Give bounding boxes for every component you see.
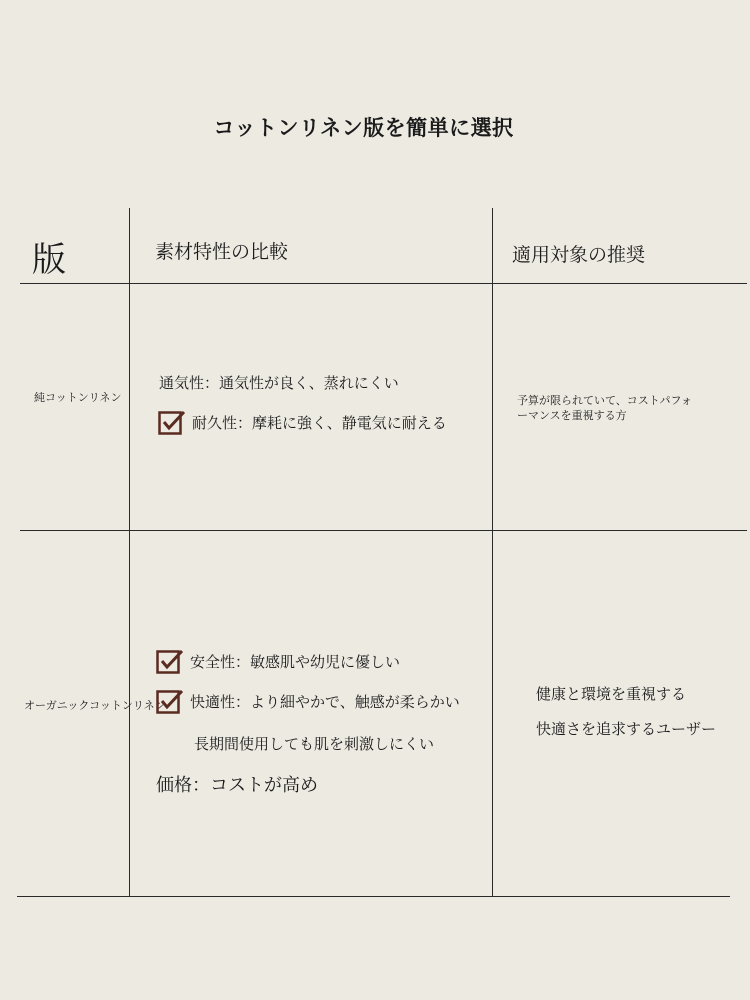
header-recommend: 適用対象の推奨: [512, 244, 646, 266]
feature-price: 価格：コストが高め: [156, 775, 318, 796]
row-name-pure-cotton-linen: 純コットンリネン: [34, 391, 122, 404]
recommend-line-1: 予算が限られていて、コストパフォ: [517, 394, 693, 407]
feature-label: 快適性：より細やかで、触感が柔らかい: [190, 692, 460, 711]
feature-durability: [158, 410, 447, 434]
recommend-line-2: 快適さを追求するユーザー: [536, 720, 717, 738]
checkbox-check-icon: [156, 649, 180, 673]
recommend-line-2: ーマンスを重視する方: [517, 409, 627, 422]
feature-label: 安全性：敏感肌や幼児に優しい: [190, 652, 401, 671]
table-divider-col1: [129, 208, 130, 896]
feature-label: 通気性：通気性が良く、蒸れにくい: [159, 374, 399, 392]
page-title: コットンリネン版を簡単に選択: [213, 116, 514, 140]
checkbox-check-icon: [156, 689, 180, 713]
table-divider-col2: [492, 208, 493, 896]
row-name-organic-cotton-linen: オーガニックコットンリネン: [24, 699, 166, 712]
feature-label: 耐久性：摩耗に強く、静電気に耐える: [192, 413, 447, 432]
recommend-line-1: 健康と環境を重視する: [536, 685, 687, 703]
table-divider-row1: [20, 530, 747, 531]
feature-breathability: [159, 372, 399, 393]
feature-comfort-detail: 長期間使用しても肌を刺激しにくい: [194, 735, 435, 753]
table-divider-header: [20, 283, 747, 284]
header-material: 素材特性の比較: [155, 241, 289, 263]
header-version: 版: [32, 240, 66, 280]
feature-comfort: [156, 689, 460, 713]
table-divider-bottom: [17, 896, 730, 897]
checkbox-check-icon: [158, 410, 182, 434]
feature-safety: [156, 649, 400, 673]
